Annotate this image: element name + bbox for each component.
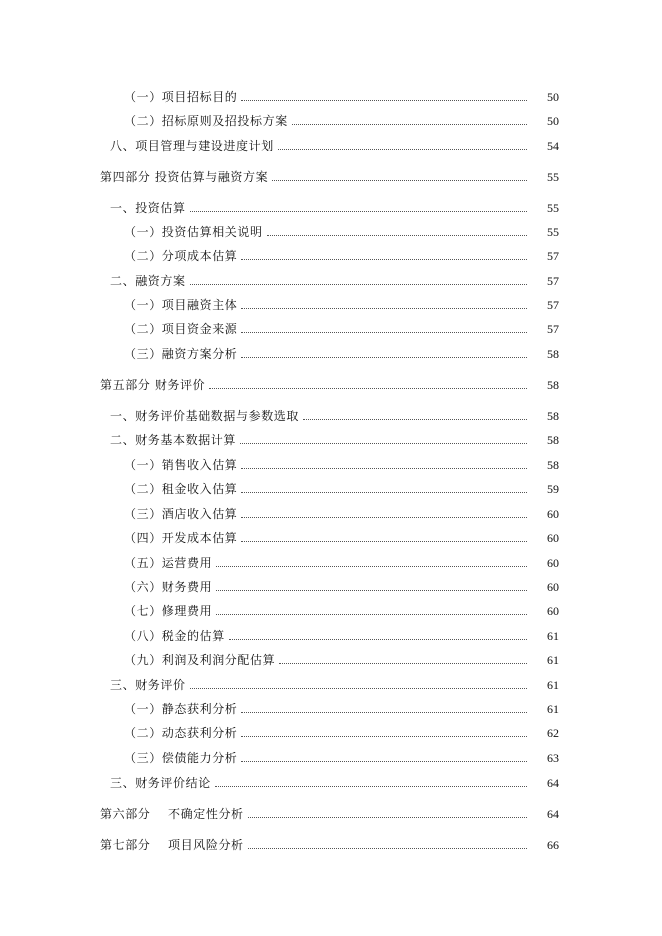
toc-page-number: 58 bbox=[547, 378, 559, 392]
toc-page-number: 61 bbox=[547, 678, 559, 692]
toc-entry bbox=[0, 698, 662, 716]
toc-page-number: 55 bbox=[547, 201, 559, 215]
toc-entry bbox=[0, 478, 662, 496]
toc-leader-dots bbox=[190, 284, 527, 285]
toc-leader-dots bbox=[241, 492, 527, 493]
toc-entry-title: （一）项目招标目的 bbox=[124, 90, 238, 104]
toc-page-number: 64 bbox=[547, 807, 559, 821]
toc-entry-title: （四）开发成本估算 bbox=[124, 531, 238, 545]
toc-leader-dots bbox=[241, 541, 527, 542]
toc-page-number: 58 bbox=[547, 347, 559, 361]
toc-leader-dots bbox=[241, 259, 527, 260]
toc-entry-title: （六）财务费用 bbox=[124, 580, 213, 594]
toc-entry bbox=[0, 649, 662, 667]
toc-entry-title: （一）投资估算相关说明 bbox=[124, 225, 263, 239]
toc-leader-dots bbox=[241, 100, 527, 101]
toc-page-number: 60 bbox=[547, 507, 559, 521]
toc-entry-title: 第七部分 项目风险分析 bbox=[100, 838, 244, 852]
toc-entry bbox=[0, 747, 662, 765]
toc-page-number: 55 bbox=[547, 170, 559, 184]
toc-leader-dots bbox=[216, 590, 527, 591]
toc-page-number: 58 bbox=[547, 409, 559, 423]
toc-page-number: 54 bbox=[547, 139, 559, 153]
toc-entry-title: （三）偿债能力分析 bbox=[124, 751, 238, 765]
toc-leader-dots bbox=[190, 211, 527, 212]
toc-entry bbox=[0, 343, 662, 361]
toc-page-number: 50 bbox=[547, 90, 559, 104]
toc-page-number: 57 bbox=[547, 274, 559, 288]
toc-leader-dots bbox=[241, 712, 527, 713]
toc-leader-dots bbox=[278, 149, 527, 150]
toc-page-number: 60 bbox=[547, 531, 559, 545]
toc-entry bbox=[0, 318, 662, 336]
toc-leader-dots bbox=[215, 786, 527, 787]
toc-entry-title: （二）招标原则及招投标方案 bbox=[124, 114, 288, 128]
toc-entry bbox=[0, 772, 662, 790]
toc-page-number: 64 bbox=[547, 776, 559, 790]
toc-entry bbox=[0, 221, 662, 239]
toc-leader-dots bbox=[241, 761, 527, 762]
toc-leader-dots bbox=[190, 688, 527, 689]
toc-leader-dots bbox=[241, 357, 527, 358]
toc-entry-title: （一）静态获利分析 bbox=[124, 702, 238, 716]
toc-entry bbox=[0, 270, 662, 288]
toc-page-number: 62 bbox=[547, 726, 559, 740]
toc-entry bbox=[0, 405, 662, 423]
toc-leader-dots bbox=[216, 614, 527, 615]
toc-entry-title: 第五部分 财务评价 bbox=[100, 378, 206, 392]
toc-entry bbox=[0, 166, 662, 184]
toc-leader-dots bbox=[248, 817, 527, 818]
toc-entry-title: 二、融资方案 bbox=[110, 274, 186, 288]
toc-page-number: 60 bbox=[547, 556, 559, 570]
toc-page-number: 58 bbox=[547, 458, 559, 472]
toc-leader-dots bbox=[216, 566, 527, 567]
toc-leader-dots bbox=[248, 848, 527, 849]
toc-entry bbox=[0, 454, 662, 472]
toc-entry-title: 三、财务评价结论 bbox=[110, 776, 211, 790]
toc-page-number: 61 bbox=[547, 653, 559, 667]
toc-page-number: 57 bbox=[547, 298, 559, 312]
toc-entry bbox=[0, 110, 662, 128]
toc-leader-dots bbox=[267, 235, 527, 236]
toc-entry bbox=[0, 197, 662, 215]
toc-entry bbox=[0, 576, 662, 594]
toc-entry bbox=[0, 374, 662, 392]
toc-entry-title: （二）动态获利分析 bbox=[124, 726, 238, 740]
toc-entry-title: （二）租金收入估算 bbox=[124, 482, 238, 496]
toc-entry-title: 八、项目管理与建设进度计划 bbox=[110, 139, 274, 153]
toc-leader-dots bbox=[241, 308, 527, 309]
toc-leader-dots bbox=[241, 332, 527, 333]
toc-entry-title: 二、财务基本数据计算 bbox=[110, 433, 237, 447]
toc-entry bbox=[0, 552, 662, 570]
toc-page-number: 58 bbox=[547, 433, 559, 447]
toc-entry bbox=[0, 834, 662, 852]
toc-entry-title: （八）税金的估算 bbox=[124, 629, 225, 643]
toc-entry-title: 一、财务评价基础数据与参数选取 bbox=[110, 409, 300, 423]
toc-entry-title: （五）运营费用 bbox=[124, 556, 213, 570]
toc-leader-dots bbox=[292, 124, 527, 125]
toc-leader-dots bbox=[229, 639, 527, 640]
toc-entry bbox=[0, 86, 662, 104]
toc-entry bbox=[0, 135, 662, 153]
toc-leader-dots bbox=[241, 468, 527, 469]
toc-entry-title: 三、财务评价 bbox=[110, 678, 186, 692]
toc-leader-dots bbox=[209, 388, 527, 389]
toc-entry-title: （三）融资方案分析 bbox=[124, 347, 238, 361]
toc-entry-title: （一）项目融资主体 bbox=[124, 298, 238, 312]
toc-leader-dots bbox=[279, 663, 527, 664]
toc-leader-dots bbox=[303, 419, 527, 420]
toc-entry-title: （七）修理费用 bbox=[124, 604, 213, 618]
toc-page-number: 60 bbox=[547, 580, 559, 594]
toc-entry-title: 第六部分 不确定性分析 bbox=[100, 807, 244, 821]
toc-entry bbox=[0, 722, 662, 740]
toc-entry-title: （二）分项成本估算 bbox=[124, 249, 238, 263]
toc-page-number: 66 bbox=[547, 838, 559, 852]
toc-entry bbox=[0, 803, 662, 821]
toc-page-number: 59 bbox=[547, 482, 559, 496]
toc-page-number: 61 bbox=[547, 629, 559, 643]
toc-entry bbox=[0, 527, 662, 545]
toc-entry bbox=[0, 625, 662, 643]
toc-entry-title: 第四部分 投资估算与融资方案 bbox=[100, 170, 269, 184]
toc-page-number: 50 bbox=[547, 114, 559, 128]
toc-page-number: 57 bbox=[547, 322, 559, 336]
toc-entry-title: （三）酒店收入估算 bbox=[124, 507, 238, 521]
toc-entry bbox=[0, 245, 662, 263]
toc-entry-title: （二）项目资金来源 bbox=[124, 322, 238, 336]
toc-page-number: 63 bbox=[547, 751, 559, 765]
toc-entry bbox=[0, 503, 662, 521]
toc-leader-dots bbox=[272, 180, 527, 181]
toc-entry-title: （九）利润及利润分配估算 bbox=[124, 653, 276, 667]
toc-entry bbox=[0, 674, 662, 692]
toc-page-number: 61 bbox=[547, 702, 559, 716]
toc-page-number: 55 bbox=[547, 225, 559, 239]
toc-page-number: 57 bbox=[547, 249, 559, 263]
toc-page-number: 60 bbox=[547, 604, 559, 618]
toc-entry bbox=[0, 294, 662, 312]
toc-entry-title: 一、投资估算 bbox=[110, 201, 186, 215]
toc-entry-title: （一）销售收入估算 bbox=[124, 458, 238, 472]
toc-leader-dots bbox=[241, 517, 527, 518]
toc-entry bbox=[0, 600, 662, 618]
toc-leader-dots bbox=[240, 443, 527, 444]
toc-entry bbox=[0, 429, 662, 447]
toc-leader-dots bbox=[241, 736, 527, 737]
